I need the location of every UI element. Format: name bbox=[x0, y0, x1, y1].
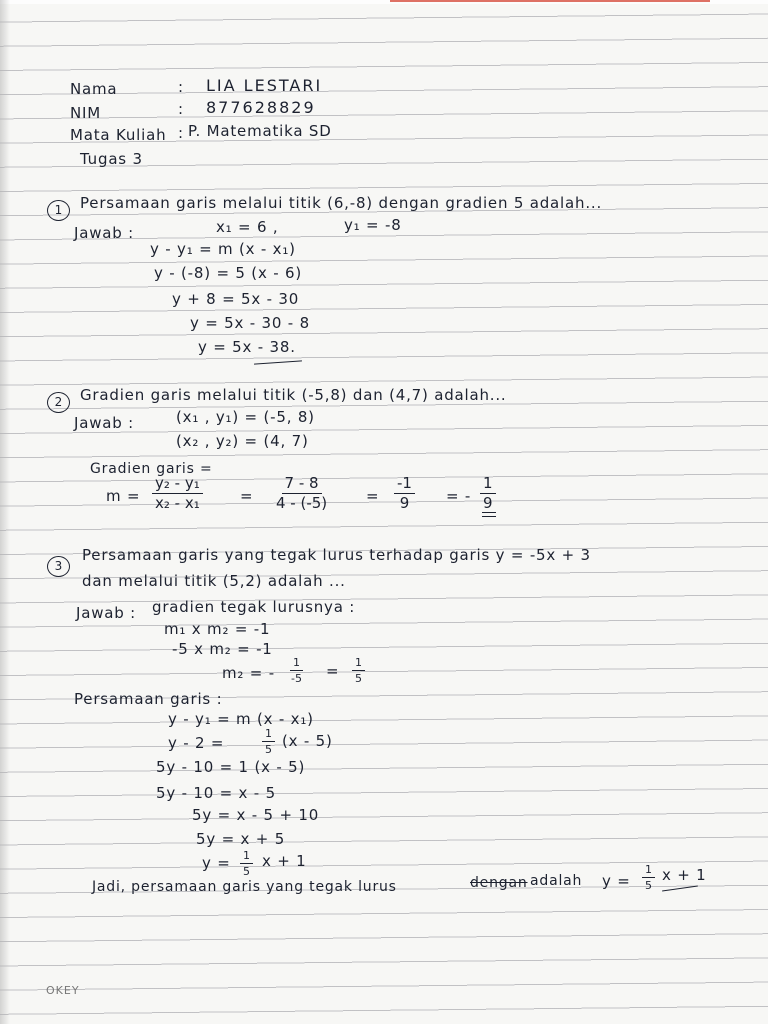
q3-final-fraction bbox=[240, 850, 253, 877]
q3-persamaan-label: Persamaan garis : bbox=[74, 690, 223, 708]
q3-final-prefix: y = bbox=[202, 854, 231, 872]
q2-fraction-formula bbox=[152, 476, 203, 511]
nim-value: 877628829 bbox=[206, 98, 316, 117]
q3-conclusion-adalah: adalah bbox=[530, 873, 583, 889]
name-value: LIA LESTARI bbox=[206, 76, 323, 95]
q3-answer-label: Jawab : bbox=[76, 604, 137, 622]
q3-eq-step-2-fraction bbox=[262, 728, 275, 755]
q3-eq-step-6: 5y = x + 5 bbox=[196, 830, 286, 848]
q3-question-line-1: Persamaan garis yang tegak lurus terhadap garis y = -5x + 3 bbox=[82, 546, 591, 564]
q3-eq-step-3: 5y - 10 = 1 (x - 5) bbox=[156, 758, 306, 776]
q3-conclusion-fraction-num: 1 bbox=[642, 864, 655, 878]
q2-equals-1: = bbox=[240, 487, 254, 505]
q2-result-underline-1 bbox=[482, 512, 496, 513]
notebook-brand-logo: OKEY bbox=[46, 984, 80, 997]
q3-m2-fraction-result-den: 5 bbox=[355, 672, 362, 685]
page-top-red-edge bbox=[390, 0, 710, 2]
q3-answer-intro: gradien tegak lurusnya : bbox=[152, 598, 356, 616]
q2-fraction-result bbox=[480, 476, 496, 511]
q2-point-2: (x₂ , y₂) = (4, 7) bbox=[176, 432, 309, 450]
q3-m2-label: m₂ = - bbox=[222, 664, 275, 682]
q2-fraction-values-num: 7 - 8 bbox=[282, 476, 322, 494]
q3-conclusion-fraction-den: 5 bbox=[645, 879, 652, 892]
q1-number-circle: 1 bbox=[47, 200, 70, 221]
course-colon: : bbox=[178, 124, 184, 142]
q1-step-3: y + 8 = 5x - 30 bbox=[172, 290, 300, 308]
q2-fraction-formula-num: y₂ - y₁ bbox=[152, 476, 203, 494]
q2-fraction-formula-den: x₂ - x₁ bbox=[155, 494, 200, 512]
q2-point-1: (x₁ , y₁) = (-5, 8) bbox=[176, 408, 315, 426]
task-label: Tugas 3 bbox=[80, 150, 143, 168]
q3-m2-fraction bbox=[290, 657, 303, 684]
q2-fraction-simplified bbox=[394, 476, 415, 511]
q2-result-underline-2 bbox=[482, 516, 496, 517]
q3-conclusion-underline bbox=[662, 886, 698, 892]
q3-eq-step-2-suffix: (x - 5) bbox=[282, 732, 333, 750]
q3-eq-step-4: 5y - 10 = x - 5 bbox=[156, 784, 276, 802]
q2-fraction-result-num: 1 bbox=[480, 476, 496, 494]
q1-step-1: y - y₁ = m (x - x₁) bbox=[150, 240, 296, 258]
q3-m2-fraction-result bbox=[352, 657, 365, 684]
q3-grad-step-2: -5 x m₂ = -1 bbox=[172, 640, 273, 658]
q2-fraction-values-den: 4 - (-5) bbox=[276, 494, 328, 512]
page-binding-shadow bbox=[0, 0, 10, 1024]
q3-conclusion-fraction bbox=[642, 864, 655, 891]
q1-x1: x₁ = 6 , bbox=[216, 218, 279, 236]
q1-step-5: y = 5x - 38. bbox=[198, 338, 296, 356]
q1-step-2: y - (-8) = 5 (x - 6) bbox=[154, 264, 302, 282]
q1-question: Persamaan garis melalui titik (6,-8) dengan gradien 5 adalah... bbox=[80, 194, 603, 212]
q3-conclusion-crossed-word: dengan bbox=[470, 875, 528, 891]
q3-eq-step-1: y - y₁ = m (x - x₁) bbox=[168, 710, 314, 728]
q3-m2-equals: = bbox=[326, 662, 340, 680]
q3-conclusion-prefix: y = bbox=[602, 872, 631, 890]
q2-fraction-simplified-den: 9 bbox=[399, 494, 410, 512]
q1-answer-label: Jawab : bbox=[74, 224, 135, 242]
name-colon: : bbox=[178, 78, 184, 96]
q3-grad-step-1: m₁ x m₂ = -1 bbox=[164, 620, 271, 638]
q2-number-circle: 2 bbox=[47, 392, 70, 413]
q1-step-4: y = 5x - 30 - 8 bbox=[190, 314, 310, 332]
q3-m2-fraction-num: 1 bbox=[290, 657, 303, 671]
q3-eq-step-5: 5y = x - 5 + 10 bbox=[192, 806, 320, 824]
q2-gradien-label: Gradien garis = bbox=[90, 461, 213, 477]
name-label: Nama bbox=[70, 80, 118, 98]
q3-number-circle: 3 bbox=[47, 556, 70, 577]
q3-final-fraction-den: 5 bbox=[243, 865, 250, 878]
q3-eq-step-2-fraction-den: 5 bbox=[265, 743, 272, 756]
q2-fraction-result-den: 9 bbox=[483, 494, 493, 512]
nim-colon: : bbox=[178, 100, 184, 118]
nim-label: NIM bbox=[70, 104, 101, 122]
q3-eq-step-2-prefix: y - 2 = bbox=[168, 734, 225, 752]
q3-final-suffix: x + 1 bbox=[262, 852, 307, 870]
course-value: P. Matematika SD bbox=[188, 122, 332, 140]
q3-eq-step-2-fraction-num: 1 bbox=[262, 728, 275, 742]
q2-answer-label: Jawab : bbox=[74, 414, 135, 432]
q3-conclusion-suffix: x + 1 bbox=[662, 866, 707, 884]
course-label: Mata Kuliah bbox=[70, 126, 167, 144]
q2-equals-2: = bbox=[366, 487, 380, 505]
q2-fraction-values bbox=[276, 476, 327, 511]
q3-m2-fraction-den: -5 bbox=[291, 672, 302, 685]
q1-y1: y₁ = -8 bbox=[344, 216, 402, 234]
q2-question: Gradien garis melalui titik (-5,8) dan (4,7) adalah... bbox=[80, 386, 507, 404]
q3-conclusion-text: Jadi, persamaan garis yang tegak lurus bbox=[92, 879, 397, 895]
q3-question-line-2: dan melalui titik (5,2) adalah ... bbox=[82, 572, 346, 590]
q2-fraction-simplified-num: -1 bbox=[394, 476, 415, 494]
q3-final-fraction-num: 1 bbox=[240, 850, 253, 864]
q1-answer-underline bbox=[254, 360, 302, 365]
q2-result-prefix: = - bbox=[446, 487, 472, 505]
q3-m2-fraction-result-num: 1 bbox=[352, 657, 365, 671]
q2-m-label: m = bbox=[106, 487, 141, 505]
